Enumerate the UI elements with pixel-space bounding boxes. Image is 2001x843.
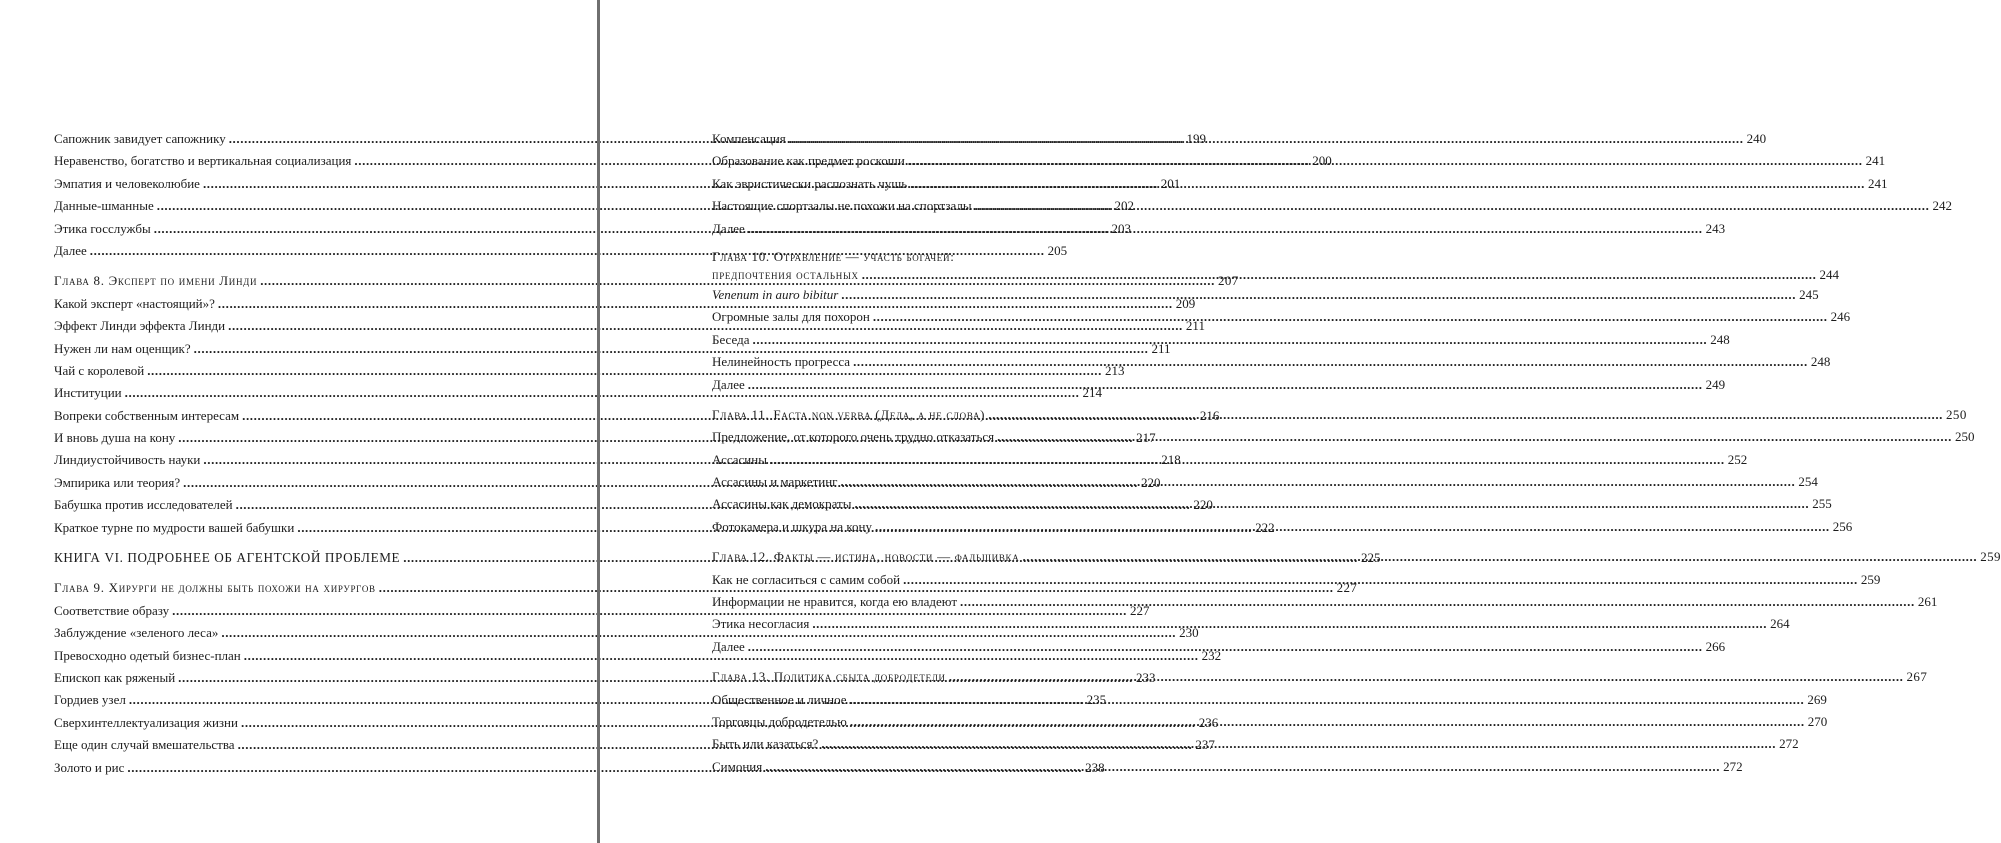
toc-entry-page: 252 (1727, 451, 1748, 467)
toc-entry-title: Venenum in auro bibitur (712, 286, 839, 302)
toc-entry-title: Фотокамера и шкура на кону (712, 518, 872, 534)
toc-chapter-title: Глава 12. Факты — истина, новости — фальшивка (712, 549, 1020, 565)
section-gap (712, 396, 1146, 404)
toc-entry-title: Бабушка против исследователей (54, 497, 233, 513)
toc-entry-page: 270 (1807, 713, 1828, 729)
toc-entry-title: Соответствие образу (54, 602, 170, 618)
toc-entry-page: 261 (1917, 594, 1938, 610)
toc-entry-page: 249 (1705, 376, 1726, 392)
page-divider (597, 0, 600, 843)
dot-leader (908, 150, 1863, 172)
toc-entry-page: 207 (1218, 273, 1239, 289)
toc-entry-title: Неравенство, богатство и вертикальная социализация (54, 153, 352, 169)
dot-leader (862, 266, 1817, 284)
toc-entry-page: 264 (1770, 616, 1790, 632)
toc-entry-page: 202 (1114, 198, 1135, 214)
dot-leader (765, 756, 1720, 778)
toc-entry-title: Нелинейность прогресса (712, 354, 851, 370)
toc-entry-title: Общественное и личное (712, 691, 847, 707)
dot-leader (949, 666, 1904, 688)
toc-entry-page: 220 (1140, 474, 1161, 490)
toc-entry-page: 216 (1199, 407, 1220, 423)
section-gap (54, 262, 487, 270)
toc-entry (712, 195, 1952, 217)
toc-entry-title: Золото и рис (54, 759, 125, 775)
toc-entry-title: Институции (54, 385, 122, 401)
toc-entry-page: 213 (1105, 362, 1125, 378)
toc-entry-page: 246 (1830, 309, 1851, 325)
toc-entry (712, 689, 1827, 711)
toc-entry-page: 241 (1868, 175, 1888, 191)
toc-entry-page: 227 (1336, 580, 1358, 596)
toc-entry-page: 203 (1111, 220, 1132, 236)
toc-entry-title: Симония (712, 758, 763, 774)
toc-entry-title: Данные-шманные (54, 198, 154, 214)
section-gap (54, 569, 487, 577)
toc-entry-page: 233 (1135, 669, 1156, 685)
dot-leader (841, 284, 1796, 306)
toc-entry-page: 243 (1705, 220, 1726, 236)
toc-entry-page: 220 (1193, 497, 1213, 513)
toc-entry-page: 272 (1723, 758, 1743, 774)
toc-entry-page: 225 (1361, 550, 1381, 566)
toc-entry-title: Образование как предмет роскоши (712, 153, 905, 169)
dot-leader (812, 613, 1767, 635)
toc-entry-page: 241 (1865, 153, 1886, 169)
toc-entry-title: Ассасины как демократы (712, 496, 852, 512)
toc-entry-page: 227 (1129, 602, 1150, 618)
toc-entry-page: 259 (1860, 571, 1881, 587)
toc-entry-title: Этика несогласия (712, 616, 810, 632)
dot-leader (850, 711, 1805, 733)
toc-chapter-title: Глава 11. Facta non verba (Дела, а не слова) (712, 406, 986, 422)
dot-leader (850, 689, 1805, 711)
dot-leader (873, 306, 1828, 328)
toc-entry-page: 272 (1779, 736, 1799, 752)
toc-entry-page: 238 (1085, 759, 1105, 775)
toc-entry (712, 591, 1938, 613)
toc-entry-title: Заблуждение «зеленого леса» (54, 625, 219, 641)
toc-entry-title: Линдиустойчивость науки (54, 452, 201, 468)
toc-entry (712, 218, 1726, 240)
dot-leader (770, 449, 1725, 471)
toc-entry-page: 267 (1906, 669, 1928, 685)
toc-entry-page: 235 (1086, 692, 1107, 708)
dot-leader (748, 374, 1703, 396)
toc-entry-title: Ассасины и маркетинг (712, 474, 838, 490)
toc-entry-page: 211 (1185, 318, 1205, 334)
toc-entry (712, 374, 1726, 396)
toc-entry-page: 211 (1151, 340, 1171, 356)
toc-entry-title: Беседа (712, 331, 750, 347)
dot-leader (988, 404, 1943, 426)
dot-leader (910, 173, 1865, 195)
toc-entry-page: 259 (1980, 549, 2001, 565)
toc-entry-page: 255 (1812, 496, 1832, 512)
toc-chapter-title-cont: предпочтения остальных (712, 266, 859, 282)
toc-entry-title: Какой эксперт «настоящий»? (54, 295, 215, 311)
toc-entry-page: 201 (1160, 175, 1181, 191)
section-gap (712, 658, 1146, 666)
toc-entry-page: 200 (1312, 153, 1332, 169)
toc-entry-page: 269 (1807, 691, 1827, 707)
toc-entry (712, 351, 1831, 373)
toc-entry-title: Превосходно одетый бизнес-план (54, 647, 241, 663)
toc-entry-page: 237 (1195, 737, 1215, 753)
toc-entry-title: Нужен ли нам оценщик? (54, 340, 191, 356)
toc-entry-title: Как не согласиться с самим собой (712, 571, 901, 587)
toc-entry-page: 266 (1705, 638, 1726, 654)
toc-entry-title: Вопреки собственным интересам (54, 407, 240, 423)
toc-entry-page: 217 (1136, 430, 1156, 446)
toc-book-title: КНИГА VI. ПОДРОБНЕЕ ОБ АГЕНТСКОЙ ПРОБЛЕМЕ (54, 550, 401, 566)
toc-entry-title: Настоящие спортзалы не похожи на спортзалы (712, 198, 972, 214)
toc-entry-page: 250 (1946, 406, 1967, 422)
toc-entry-title: Далее (712, 220, 745, 236)
section-gap (712, 240, 1146, 248)
dot-leader (748, 218, 1703, 240)
toc-entry-title: Этика госслужбы (54, 220, 151, 236)
toc-chapter-title: Глава 13. Политика сбыта добродетели (712, 669, 946, 685)
toc-entry-title: Информации не нравится, когда ею владеют (712, 594, 958, 610)
dot-leader (821, 733, 1776, 755)
toc-entry-page: 222 (1255, 519, 1275, 535)
toc-entry-page: 205 (1047, 242, 1068, 258)
toc-entry-page: 250 (1954, 429, 1975, 445)
toc-entry-title: Как эвристически распознать чушь (712, 175, 908, 191)
toc-entry-page: 214 (1082, 385, 1102, 401)
toc-entry-page: 244 (1819, 266, 1840, 282)
toc-chapter-title: Глава 9. Хирурги не должны быть похожи на хирургов (54, 580, 376, 596)
toc-entry-page: 242 (1932, 198, 1952, 214)
toc-entry (712, 756, 1743, 778)
dot-leader (875, 516, 1830, 538)
toc-entry-title: Гордиев узел (54, 692, 126, 708)
toc-entry-title: Эмпирика или теория? (54, 474, 181, 490)
toc-entry-page: 218 (1161, 452, 1181, 468)
toc-chapter-title: Глава 10. Отравление — участь богачей: (712, 248, 955, 264)
toc-entry-title: Торговцы добродетелью (712, 713, 847, 729)
dot-leader (975, 195, 1930, 217)
toc-entry-title: Сверхинтеллектуализация жизни (54, 714, 238, 730)
toc-entry-title: Краткое турне по мудрости вашей бабушки (54, 519, 295, 535)
toc-entry-page: 230 (1179, 625, 1199, 641)
toc-entry-page: 209 (1175, 295, 1196, 311)
toc-entry-title: Ассасины (712, 451, 767, 467)
toc-entry-title: Эффект Линди эффекта Линди (54, 318, 226, 334)
toc-entry-page: 199 (1186, 131, 1207, 146)
toc-chapter-entry (712, 666, 1928, 688)
dot-leader (841, 471, 1796, 493)
dot-leader (960, 591, 1915, 613)
dot-leader (1022, 546, 1977, 568)
toc-entry-title: Далее (712, 376, 745, 392)
toc-entry-page: 248 (1810, 354, 1831, 370)
toc-entry (712, 426, 1975, 448)
toc-entry-page: 236 (1198, 714, 1219, 730)
toc-chapter-title: Глава 8. Эксперт по имени Линди (54, 273, 258, 289)
section-gap (712, 538, 1146, 546)
toc-entry-title: Далее (54, 242, 87, 258)
dot-leader (854, 493, 1809, 515)
toc-entry-page: 256 (1832, 518, 1853, 534)
toc-entry-title: Чай с королевой (54, 362, 145, 378)
toc-entry-title: Эмпатия и человеколюбие (54, 175, 200, 191)
toc-entry-page: 245 (1799, 286, 1819, 302)
toc-entry-title: Еще один случай вмешательства (54, 737, 235, 753)
toc-entry-page: 240 (1746, 131, 1767, 146)
dot-leader (752, 329, 1707, 351)
toc-entry-title: И вновь душа на кону (54, 430, 176, 446)
toc-entry-title: Сапожник завидует сапожнику (54, 131, 226, 146)
section-gap (54, 539, 487, 547)
dot-leader (789, 128, 1744, 150)
toc-entry-title: Компенсация (712, 131, 786, 146)
dot-leader (903, 569, 1858, 591)
dot-leader (748, 636, 1703, 658)
toc-entry-title: Епископ как ряженый (54, 669, 176, 685)
toc-entry-title: Быть или казаться? (712, 736, 819, 752)
toc-entry-page: 248 (1710, 331, 1730, 347)
toc-entry-page: 254 (1798, 474, 1818, 490)
toc-entry-title: Предложение, от которого очень трудно отказаться (712, 429, 995, 445)
dot-leader (997, 426, 1952, 448)
toc-entry-title: Далее (712, 638, 745, 654)
toc-entry-page: 232 (1201, 647, 1222, 663)
dot-leader (853, 351, 1808, 373)
toc-entry-title: Огромные залы для похорон (712, 309, 870, 325)
